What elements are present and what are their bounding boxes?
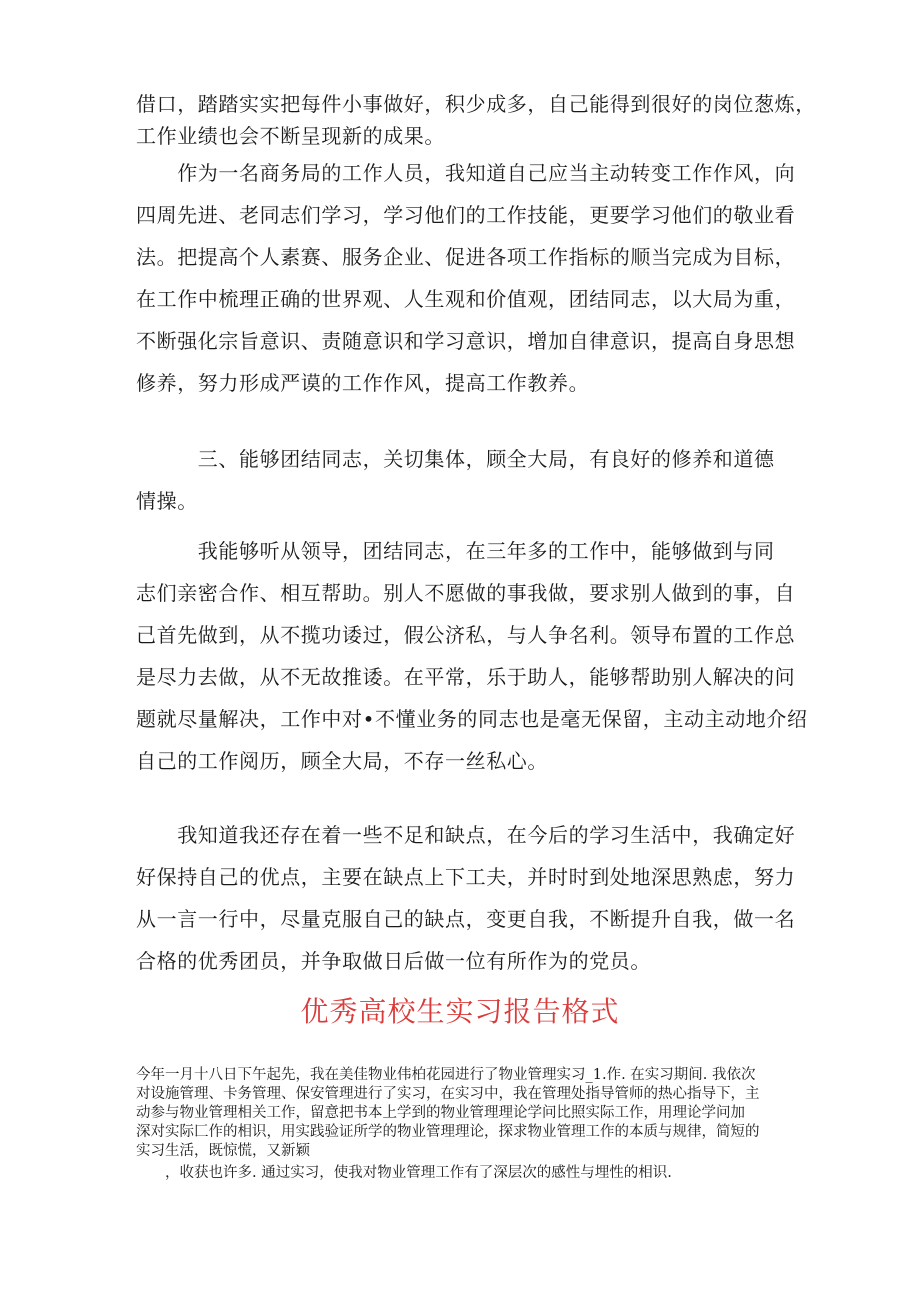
text-line: 动参与物业管理相关工作，留意把书本上学到的物业管理理论学问比照实际工作，用理论学问加: [136, 1105, 745, 1121]
text-line: 题就尽量解决，工作中对•不懂业务的同志也是毫无保留，主动主动地介绍: [136, 707, 808, 731]
text-line: 我知道我还存在着一些不足和缺点，在今后的学习生活中，我确定好: [136, 823, 796, 847]
paragraph-teamwork: [136, 530, 808, 782]
text-line: ，收获也许多. 通过实习，使我对物业管理工作有了深层次的感性与埋性的相识.: [136, 1165, 672, 1181]
document-heading: 优秀高校生实习报告格式: [300, 995, 620, 1028]
text-line: 实习生活，既惊慌，又新颖: [136, 1143, 310, 1159]
text-line: 法。把提高个人素赛、服务企业、促进各项工作指标的顺当完成为目标，: [136, 245, 796, 269]
internship-report-paragraph: [136, 1066, 796, 1183]
text-line: 对设施管理、卡务管理、保安管理进行了实习，在实习中，我在管理处指导管师的热心指导下，主: [136, 1086, 760, 1102]
paragraph-work-style: [136, 152, 796, 404]
section-heading-three: [136, 438, 786, 522]
text-line: 今年一月十八日下午起先，我在美佳物业伟柏花园进行了物业管理实习_1.作. 在实习期间. 我依次: [136, 1067, 756, 1083]
text-line: 情操。: [136, 489, 198, 513]
text-line: 工作业绩也会不断呈现新的成果。: [136, 124, 445, 148]
paragraph-shortcomings: [136, 814, 796, 982]
text-line: 三、能够团结同志，关切集体，顾全大局，有良好的修养和道德: [136, 447, 775, 471]
text-line: 四周先进、老同志们学习，学习他们的工作技能，更要学习他们的敬业看: [136, 203, 796, 227]
text-line: 在工作中梳理正确的世界观、人生观和价值观，团结同志，以大局为重，: [136, 287, 796, 311]
text-line: 修养，努力形成严谟的工作作风，提高工作教养。: [136, 371, 590, 395]
text-line: 合格的优秀团员，并争取做日后做一位有所作为的党员。: [136, 949, 651, 973]
text-line: 好保持自己的优点，主要在缺点上下工夫，并时时到处地深思熟虑，努力: [136, 865, 796, 889]
text-line: 深对实际匚作的相识，用实践验证所学的物业管理理论，探求物业管理工作的本质与规律，简短的: [136, 1124, 760, 1140]
text-line: 借口，踏踏实实把每件小事做好，积少成多，自己能得到很好的岗位葱炼，: [136, 92, 816, 116]
text-line: 己首先做到，从不揽功诿过，假公济私，与人争名利。领导布置的工作总: [136, 623, 796, 647]
text-line: 从一言一行中，尽量克服自己的缺点，变更自我，不断提升自我，做一名: [136, 907, 796, 931]
text-line: 作为一名商务局的工作人员，我知道自己应当主动转变工作作风，向: [136, 161, 796, 185]
text-line: 自己的工作阅历，顾全大局，不存一丝私心。: [136, 749, 548, 773]
text-line: 不断强化宗旨意识、责随意识和学习意识，增加自律意识，提高自身思想: [136, 329, 796, 353]
text-line: 志们亲密合作、相互帮助。别人不愿做的事我做，要求别人做到的事，自: [136, 581, 796, 605]
paragraph-continuation: [136, 88, 816, 152]
text-line: 我能够听从领导，团结同志，在三年多的工作中，能够做到与同: [136, 539, 775, 563]
text-line: 是尽力去做，从不无故推诿。在平常，乐于助人，能够帮助别人解决的问: [136, 665, 796, 689]
